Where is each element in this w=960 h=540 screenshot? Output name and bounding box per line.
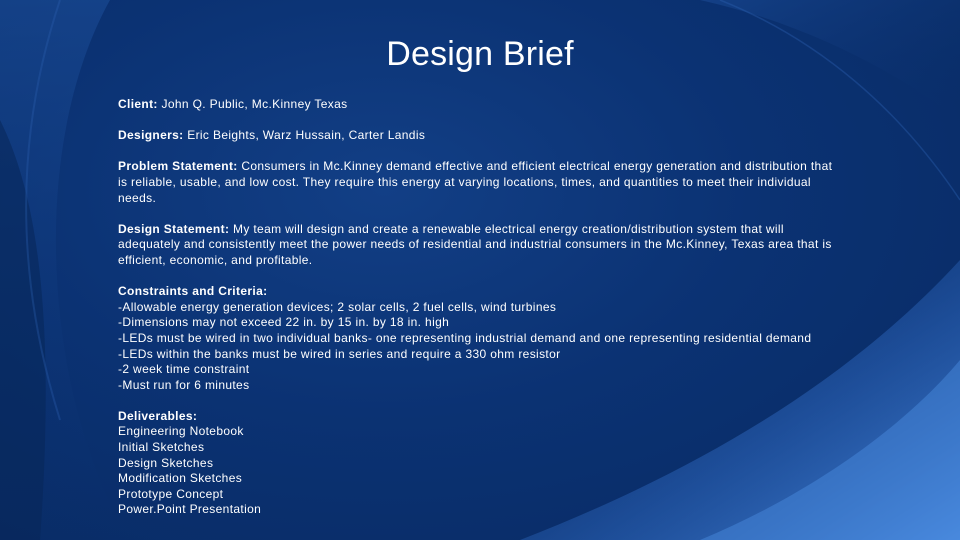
problem-statement-paragraph xyxy=(118,159,838,206)
deliverable-item: Design Sketches xyxy=(118,455,214,470)
deliverables-paragraph xyxy=(118,409,838,518)
design-statement-value: My team will design and create a renewable electrical energy creation/distribution system that will adequately and consistently meet the power needs of residential and industrial consumers in the Mc.Kinney, Texas area that is efficient, economic, and profitable. xyxy=(118,221,832,267)
deliverable-item: Modification Sketches xyxy=(118,471,243,486)
slide-title: Design Brief xyxy=(386,35,574,73)
slide-body xyxy=(118,97,838,534)
design-statement-paragraph xyxy=(118,222,838,269)
design-statement-label: Design Statement: xyxy=(118,221,230,236)
client-value: John Q. Public, Mc.Kinney Texas xyxy=(157,97,348,111)
client-label: Client: xyxy=(118,97,158,111)
constraint-item: -Must run for 6 minutes xyxy=(118,377,250,392)
deliverable-item: Prototype Concept xyxy=(118,486,224,501)
deliverables-label: Deliverables: xyxy=(118,408,198,423)
constraint-item: -LEDs must be wired in two individual banks- one representing industrial demand and one representing residential demand xyxy=(118,330,812,345)
designers-label: Designers: xyxy=(118,128,184,143)
constraint-item: -LEDs within the banks must be wired in series and require a 330 ohm resistor xyxy=(118,346,561,361)
constraints-paragraph xyxy=(118,284,838,393)
problem-statement-value: Consumers in Mc.Kinney demand effective and efficient electrical energy generation and distribution that is reliable, usable, and low cost. They require this energy at varying locations, times, and quantities to meet their individual needs. xyxy=(118,159,833,205)
problem-statement-label: Problem Statement: xyxy=(118,159,238,174)
constraint-item: -2 week time constraint xyxy=(118,362,250,377)
deliverable-item: Engineering Notebook xyxy=(118,424,244,439)
constraint-item: -Allowable energy generation devices; 2 solar cells, 2 fuel cells, wind turbines xyxy=(118,299,557,314)
constraint-item: -Dimensions may not exceed 22 in. by 15 in. by 18 in. high xyxy=(118,315,450,330)
designers-value: Eric Beights, Warz Hussain, Carter Landis xyxy=(183,128,426,143)
deliverable-item: Power.Point Presentation xyxy=(118,502,262,517)
deliverable-item: Initial Sketches xyxy=(118,440,205,455)
constraints-label: Constraints and Criteria: xyxy=(118,284,268,299)
client-paragraph xyxy=(118,97,838,113)
designers-paragraph xyxy=(118,128,838,144)
